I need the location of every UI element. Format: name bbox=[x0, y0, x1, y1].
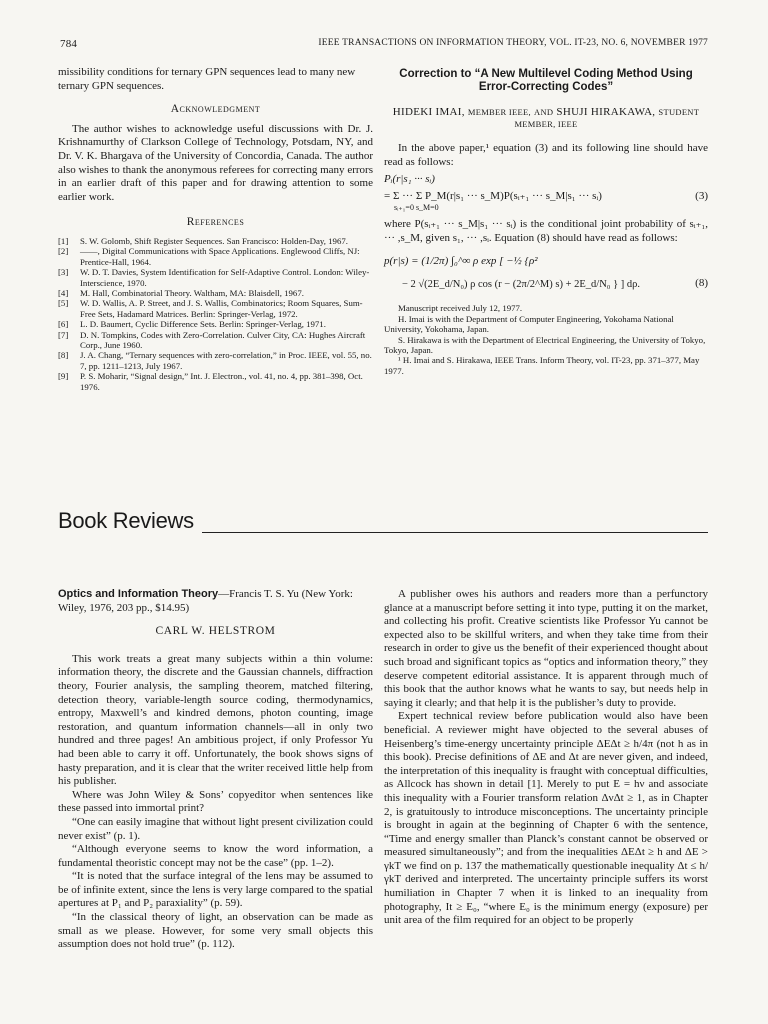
book-review-right bbox=[384, 588, 708, 928]
book-reviews-heading: Book Reviews bbox=[58, 508, 708, 538]
reference-item: [9] P. S. Moharir, “Signal design,” Int. J. Electron., vol. 41, no. 4, pp. 381–398, Oct. 1976. bbox=[58, 371, 363, 392]
reference-item: [3] W. D. T. Davies, System Identification for Self-Adaptive Control. London: Wiley-Interscience, 1970. bbox=[58, 267, 370, 288]
previous-paper-ending bbox=[58, 66, 373, 392]
book-details: —Francis T. S. Yu (New York: Wiley, 1976, 203 pp., $14.95) bbox=[58, 588, 353, 614]
references-heading: References bbox=[186, 216, 245, 229]
book-title: Optics and Information Theory bbox=[58, 588, 219, 600]
heading-rule bbox=[202, 532, 708, 533]
journal-title: IEEE TRANSACTIONS ON INFORMATION THEORY, VOL. IT-23, NO. 6, NOVEMBER 1977 bbox=[318, 38, 708, 48]
book-review-left bbox=[58, 588, 373, 952]
correction-notice bbox=[384, 68, 708, 376]
opening-text: missibility conditions for ternary GPN sequences lead to many new ternary GPN sequences. bbox=[58, 66, 356, 92]
review-paragraph: A publisher owes his authors and readers more than a perfunctory glance at a manuscript before setting it into type, putting it on the market, and collecting his profit. Creative scientists like Professor Yu cannot be expected also to be skillful writers, and when they take time from their research in order to give us the benefit of their experienced thought about such broad and significant topics as “optics and information theory,” they deserve competent editorial assistance. It is apparent through much of this book that the author knows what he wants to say, but needs help in saying it clearly; and that help it is the publisher’s duty to provide. bbox=[384, 588, 708, 709]
reference-item: [8] J. A. Chang, “Ternary sequences with zero-correlation,” in Proc. IEEE, vol. 55, no. 7, pp. 1211–1213, July 1967. bbox=[58, 350, 372, 371]
reference-item: [1] S. W. Golomb, Shift Register Sequences. San Francisco: Holden-Day, 1967. bbox=[58, 235, 348, 246]
acknowledgment-heading: Acknowledgment bbox=[170, 103, 261, 116]
acknowledgment-text: The author wishes to acknowledge useful discussions with Dr. J. Krishnamurthy of Clarkson College of Technology, Potsdam, NY, and Dr. V. K. Bhargava of the University of Concordia, Canada. The author also wishes to thank the anonymous referees for correcting many errors in an earlier draft of this paper and for drawing attention to some earlier work. bbox=[58, 122, 373, 203]
reference-item: [7] D. N. Tompkins, Codes with Zero-Correlation. Culver City, CA: Hughes Aircraft Corp., June 1960. bbox=[58, 329, 366, 350]
correction-authors: HIDEKI IMAI, MEMBER IEEE, AND SHUJI HIRAKAWA, STUDENT MEMBER, IEEE bbox=[392, 106, 700, 129]
page-number: 784 bbox=[60, 38, 78, 50]
correction-mid-text: where P(sᵢ₊₁ ··· s_M|s₁ ··· sᵢ) is the conditional joint probability of sᵢ₊₁, ··· ,s_M, given s₁, ··· ,sᵢ. Equation (8) should have read as follows: bbox=[384, 218, 708, 244]
reviewer-name: CARL W. HELSTROM bbox=[155, 625, 276, 638]
review-paragraph: Expert technical review before publication would also have been beneficial. A reviewer might have objected to the several abuses of Heisenberg’s time-energy uncertainty principle ΔEΔt ≥ h/4π (not h as in this book). Precise definitions of ΔE and Δt are never given, and indeed, the interpretation of this inequality is fraught with conceptual difficulties, as Allcock has shown in detail [1]. Merely to put E = hν and associate this inequality with a Fourier transform relation ΔνΔt ≥ 1, as in Chapter 2, is gratuitously to introduce misconceptions. The uncertainty principle is brought in again at the beginning of Chapter 6 with the sentence, “Time and energy smaller than Planck’s constant cannot be observed or measured simultaneously”; and from the inequalities ΔEΔt ≥ h and ΔE > γkT we find on p. 137 the mathematically questionable inequality Δt ≤ h/γkT derived and interpreted. The uncertainty principle suffers its worst humiliation in Chapter 7 when it is linked to an inequality from photography, It ≥ E₀, “where E₀ is the minimum energy (exposure) per unit area of the film required for an object to be properly bbox=[384, 710, 708, 927]
book-citation bbox=[58, 588, 373, 615]
running-head bbox=[60, 38, 708, 52]
equation-8: p(r|s) = (1/2π) ∫₀^∞ ρ exp [ −½ {ρ² − 2 √(2E_d/N₀) ρ cos (r − (2π/2^M) s) + 2E_d/N₀ } ] dρ. (8) bbox=[384, 255, 708, 291]
correction-footnotes: Manuscript received July 12, 1977. H. Imai is with the Department of Computer Engineering, Yokohama National University, Yokohama, Japan. S. Hirakawa is with the Department of Electrical Engineering, the University of Tokyo, Tokyo, Japan. ¹ H. Imai and S. Hirakawa, IEEE Trans. Inform Theory, vol. IT-23, pp. 371–377, May 1977. bbox=[384, 303, 706, 376]
equation-3: Pᵢ(r|s₁ ··· sᵢ) = Σ ··· Σ P_M(r|s₁ ··· s_M)P(sᵢ₊₁ ··· s_M|s₁ ··· sᵢ) (3) sᵢ₊₁=0 s_M=0 bbox=[384, 173, 708, 213]
reference-item: [6] L. D. Baumert, Cyclic Difference Sets. Berlin: Springer-Verlag, 1971. bbox=[58, 319, 326, 330]
reference-list bbox=[58, 236, 373, 392]
reference-item: [4] M. Hall, Combinatorial Theory. Waltham, MA: Blaisdell, 1967. bbox=[58, 287, 304, 298]
correction-title: Correction to “A New Multilevel Coding Method Using Error-Correcting Codes” bbox=[399, 68, 693, 93]
reference-item: [2] ——, Digital Communications with Space Applications. Englewood Cliffs, NJ: Prentice-Hall, 1964. bbox=[58, 246, 360, 267]
review-body-left: This work treats a great many subjects within a thin volume: information theory, the discrete and the Gaussian channels, diffraction theory, Fourier analysis, the sampling theorem, matched filtering, detection theory, variable-length source coding, thermodynamics, entropy, Maxwell’s and kindred demons, photon counting, image restoration, and quantum information channels—all in only two hundred and three pages! An ambitious project, if only Professor Yu had been able to carry it off. Unfortunately, the book shows signs of hasty preparation, and it is clear that the writer received little help from his publisher. Where was John Wiley & Sons’ copyeditor when sentences like these passed into immortal print? “One can easily imagine that without light present civilization could never exist” (p. 1). “Although everyone seems to know the word information, a fundamental theoristic concept may not be the case” (pp. 1–2). “It is noted that the surface integral of the lens may be assumed to be of infinite extent, since the lens is very large compared to the spatial apertures at P₁ and P₂ paraxiality” (p. 59). “In the classical theory of light, an observation can be made as small as we please. However, for some very small objects this assumption does not hold true” (p. 112). bbox=[58, 652, 373, 951]
reference-item: [5] W. D. Wallis, A. P. Street, and J. S. Wallis, Combinatorics; Room Squares, Sum-Free Sets, Hadamard Matrices. Berlin: Springer-Verlag, 1972. bbox=[58, 298, 363, 319]
correction-intro: In the above paper,¹ equation (3) and its following line should have read as follows: bbox=[384, 142, 708, 168]
